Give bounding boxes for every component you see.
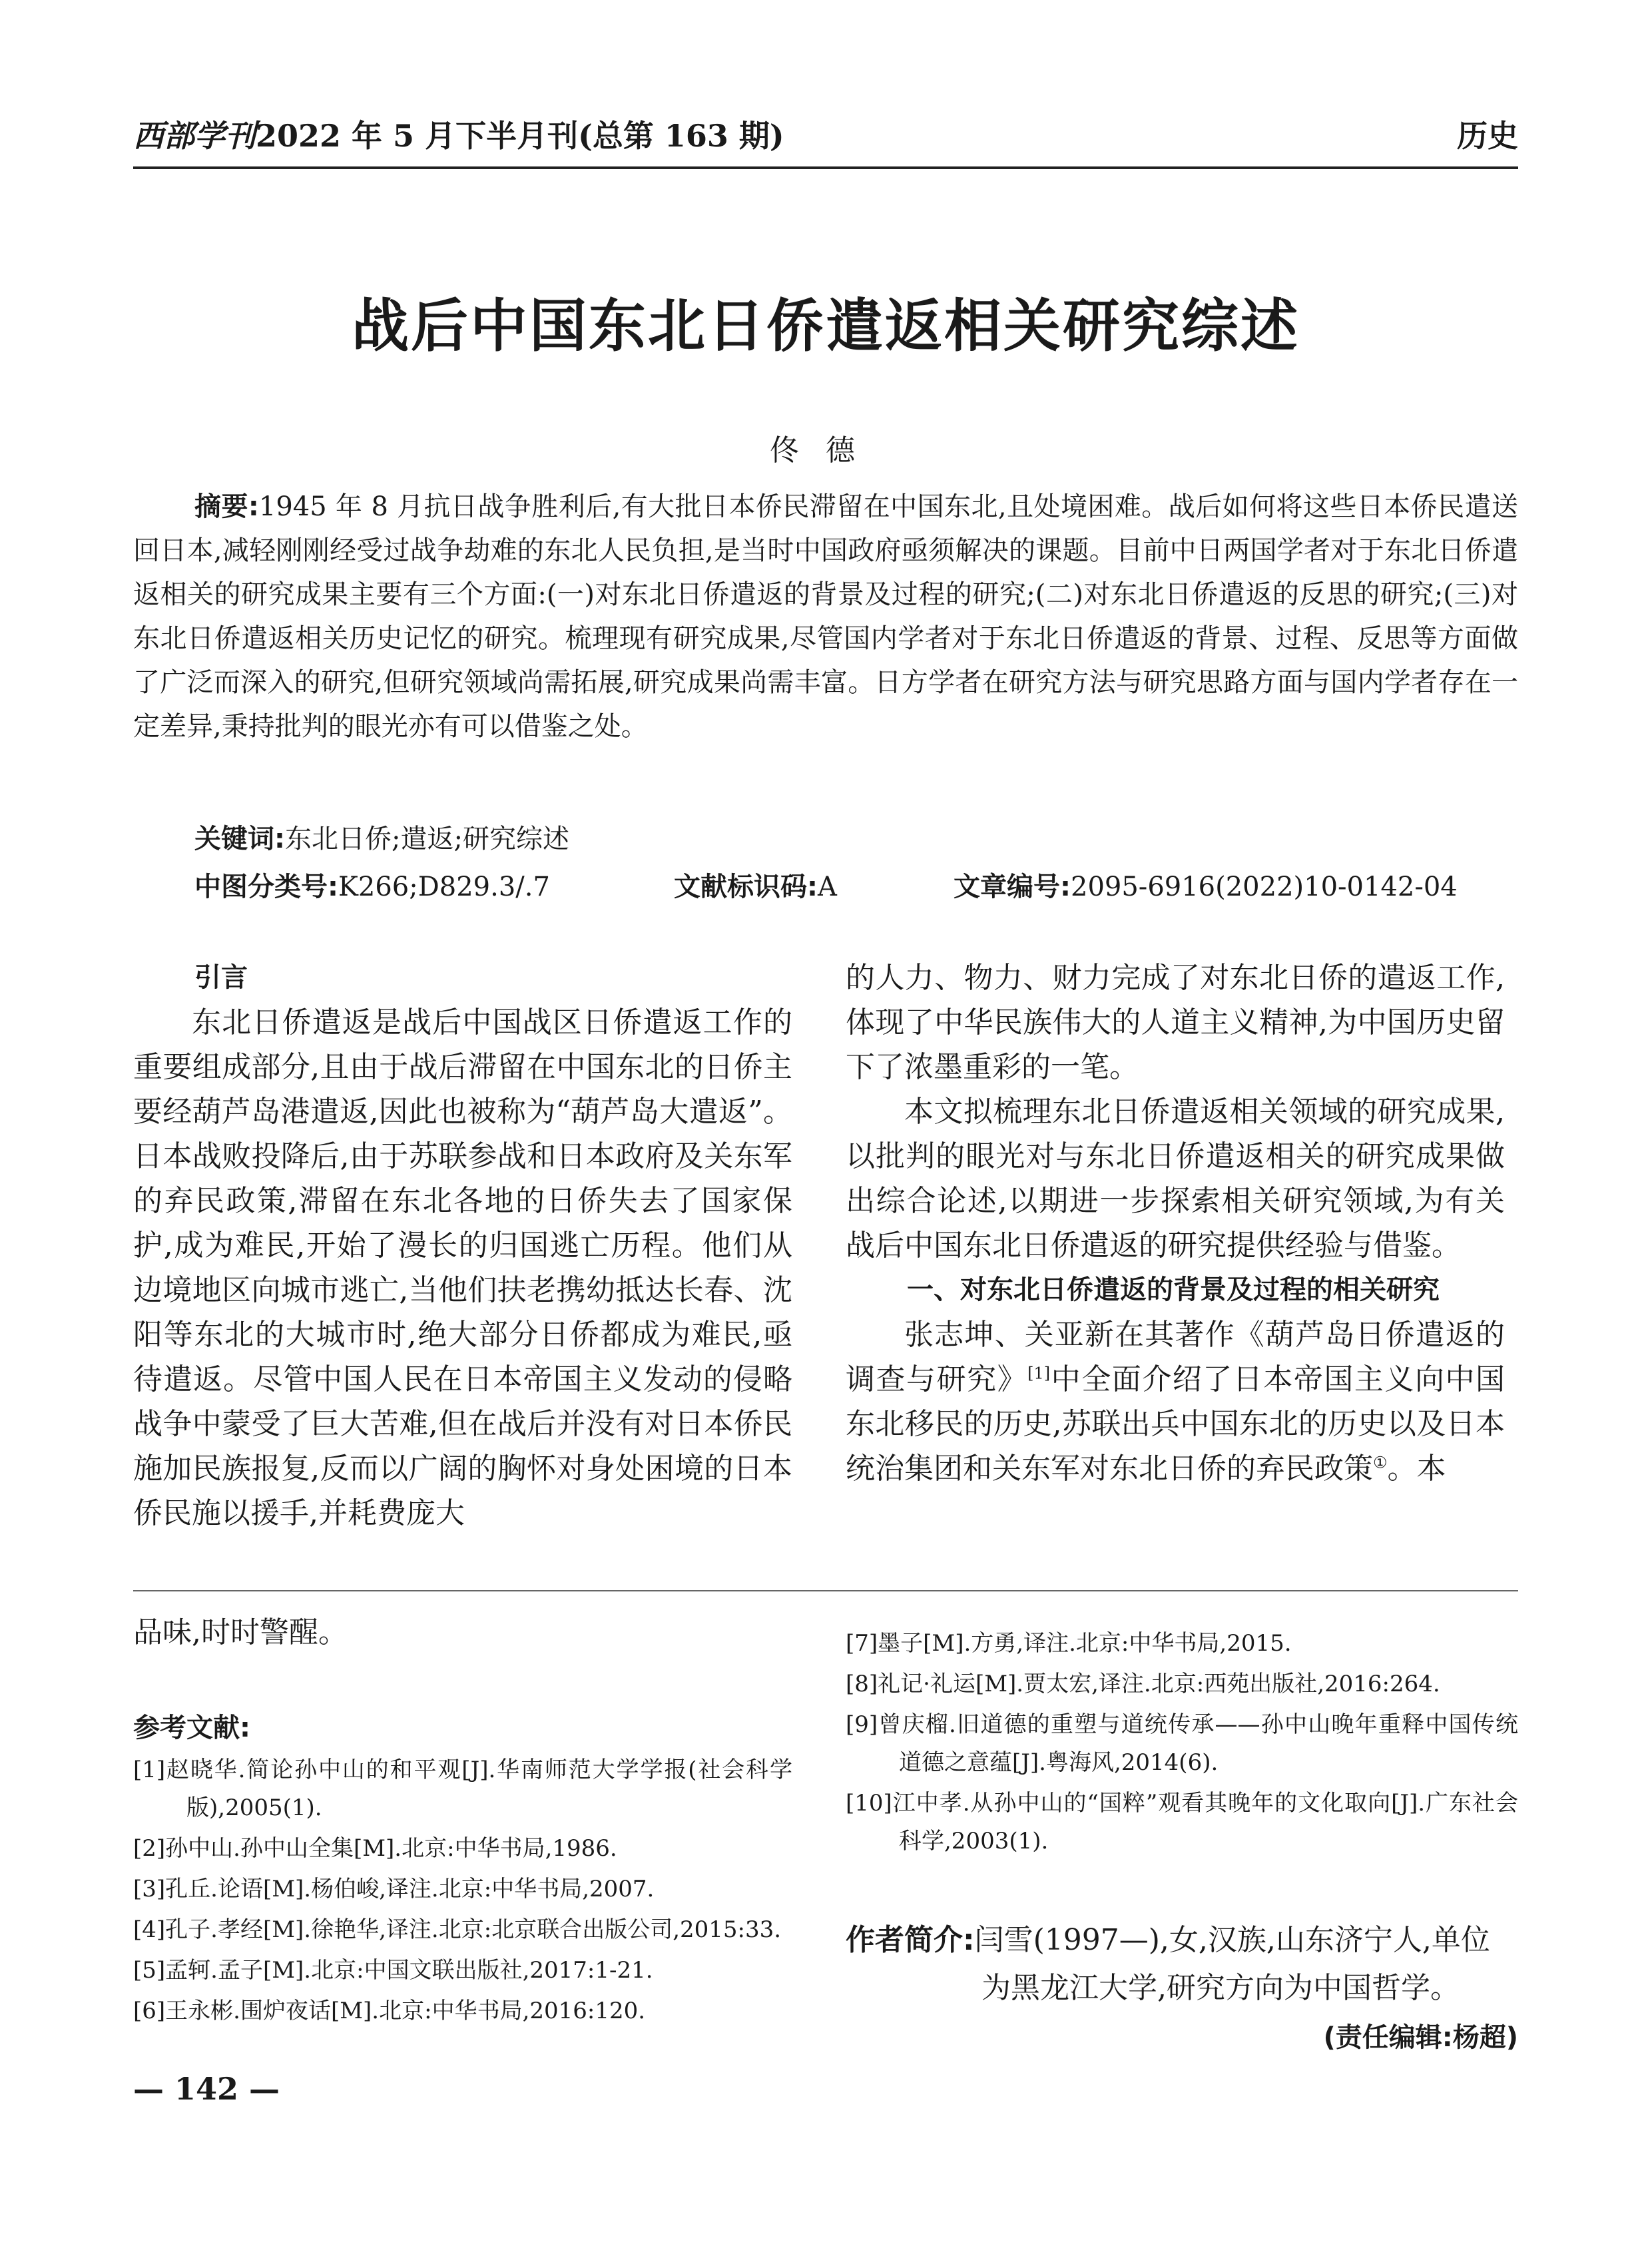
reference-item: [7]墨子[M].方勇,译注.北京:中华书局,2015. — [846, 1630, 1292, 1657]
issue-info: 2022 年 5 月下半月刊(总第 163 期) — [256, 118, 784, 154]
body-column-left — [133, 956, 792, 1536]
keywords — [194, 818, 569, 856]
article-no-label: 文章编号: — [954, 872, 1071, 902]
responsible-editor: (责任编辑:杨超) — [1323, 2022, 1518, 2053]
references-list-left — [133, 1751, 792, 2030]
section-1-heading: 一、对东北日侨遣返的背景及过程的相关研究 — [907, 1274, 1440, 1305]
abstract-label: 摘要: — [194, 491, 259, 522]
references-title: 参考文献: — [133, 1713, 250, 1743]
section-1-text-a: 张志坤、关亚新在其著作《葫芦岛日侨遣返的调查与研究》 — [846, 1318, 1505, 1396]
previous-article-right — [846, 1618, 1518, 2054]
section-divider — [133, 1590, 1518, 1591]
keywords-text: 东北日侨;遣返;研究综述 — [285, 824, 569, 854]
reference-item: [3]孔丘.论语[M].杨伯峻,译注.北京:中华书局,2007. — [133, 1876, 655, 1902]
intro-heading: 引言 — [194, 962, 248, 993]
document-code — [674, 866, 837, 904]
journal-issue — [133, 112, 784, 156]
citation-1: [1] — [1027, 1364, 1051, 1383]
author-bio — [846, 1916, 1518, 2012]
doc-code-label: 文献标识码: — [674, 872, 818, 902]
reference-item: [2]孙中山.孙中山全集[M].北京:中华书局,1986. — [133, 1835, 617, 1862]
header-rule — [133, 166, 1518, 169]
clc-value: K266;D829.3/.7 — [338, 872, 550, 902]
section-label: 历史 — [1457, 118, 1518, 154]
page-number: — 142 — — [133, 2071, 280, 2107]
reference-item: [9]曾庆榴.旧道德的重塑与道统传承——孙中山晚年重释中国传统道德之意蕴[J].粤海风,2014(6). — [846, 1711, 1518, 1776]
previous-article-left — [133, 1610, 792, 2033]
intro-paragraph-2: 本文拟梳理东北日侨遣返相关领域的研究成果,以批判的眼光对与东北日侨遣返相关的研究成果做出综合论述,以期进一步探索相关研究领域,为有关战后中国东北日侨遣返的研究提供经验与借鉴。 — [846, 1095, 1505, 1262]
intro-paragraph-1-continued: 的人力、物力、财力完成了对东北日侨的遣返工作,体现了中华民族伟大的人道主义精神,为中国历史留下了浓墨重彩的一笔。 — [846, 961, 1505, 1084]
article-title: 战后中国东北日侨遣返相关研究综述 — [352, 293, 1300, 360]
keywords-label: 关键词: — [194, 824, 285, 854]
article-no-value: 2095-6916(2022)10-0142-04 — [1071, 872, 1458, 902]
section-1-text-c: 。本 — [1387, 1452, 1446, 1486]
section-1-text-b: 中全面介绍了日本帝国主义向中国东北移民的历史,苏联出兵中国东北的历史以及日本统治集团和关东军对东北日侨的弃民政策 — [846, 1362, 1506, 1486]
reference-item: [8]礼记·礼运[M].贾太宏,译注.北京:西苑出版社,2016:264. — [846, 1671, 1440, 1697]
classification-row — [194, 866, 1500, 906]
reference-item: [6]王永彬.围炉夜话[M].北京:中华书局,2016:120. — [133, 1998, 646, 2024]
bio-label: 作者简介: — [846, 1923, 975, 1957]
intro-paragraph-1: 东北日侨遣返是战后中国战区日侨遣返工作的重要组成部分,且由于战后滞留在中国东北的日侨主要经葫芦岛港遣返,因此也被称为“葫芦岛大遣返”。日本战败投降后,由于苏联参战和日本政府及关东军的弃民政策,滞留在东北各地的日侨失去了国家保护,成为难民,开始了漫长的归国逃亡历程。他们从边境地区向城市逃亡,当他们扶老携幼抵达长春、沈阳等东北的大城市时,绝大部分日侨都成为难民,亟待遣返。尽管中国人民在日本帝国主义发动的侵略战争中蒙受了巨大苦难,但在战后并没有对日本侨民施加民族报复,反而以广阔的胸怀对身处困境的日本侨民施以援手,并耗费庞大 — [133, 1005, 792, 1530]
abstract-text: 1945 年 8 月抗日战争胜利后,有大批日本侨民滞留在中国东北,且处境困难。战后如何将这些日本侨民遣送回日本,减轻刚刚经受过战争劫难的东北人民负担,是当时中国政府亟须解决的课题。目前中日两国学者对于东北日侨遣返相关的研究成果主要有三个方面:(一)对东北日侨遣返的背景及过程的研究;(二)对东北日侨遣返的反思的研究;(三)对东北日侨遣返相关历史记忆的研究。梳理现有研究成果,尽管国内学者对于东北日侨遣返的背景、过程、反思等方面做了广泛而深入的研究,但研究领域尚需拓展,研究成果尚需丰富。日方学者在研究方法与研究思路方面与国内学者存在一定差异,秉持批判的眼光亦有可以借鉴之处。 — [133, 491, 1518, 742]
body-column-right — [846, 956, 1505, 1491]
section-1-paragraph-1 — [846, 1312, 1505, 1491]
article-number — [954, 866, 1458, 904]
reference-item: [10]江中孝.从孙中山的“国粹”观看其晚年的文化取向[J].广东社会科学,2003(1). — [846, 1790, 1518, 1854]
previous-article-closing: 品味,时时警醒。 — [133, 1615, 348, 1649]
bio-text: 闫雪(1997—),女,汉族,山东济宁人,单位为黑龙江大学,研究方向为中国哲学。 — [974, 1923, 1490, 2005]
doc-code-value: A — [818, 872, 837, 902]
reference-item: [5]孟轲.孟子[M].北京:中国文联出版社,2017:1-21. — [133, 1957, 653, 1984]
clc-code — [194, 866, 550, 904]
abstract — [133, 485, 1518, 748]
reference-item: [1]赵晓华.简论孙中山的和平观[J].华南师范大学学报(社会科学版),2005(1). — [133, 1757, 792, 1821]
footnote-marker-1: ① — [1373, 1453, 1388, 1472]
clc-label: 中图分类号: — [194, 872, 338, 902]
article-author: 佟德 — [770, 433, 882, 467]
running-header — [133, 112, 1518, 165]
references-list-right — [846, 1625, 1518, 1860]
journal-logo: 西部学刊 — [133, 118, 256, 154]
reference-item: [4]孔子.孝经[M].徐艳华,译注.北京:北京联合出版公司,2015:33. — [133, 1916, 782, 1943]
